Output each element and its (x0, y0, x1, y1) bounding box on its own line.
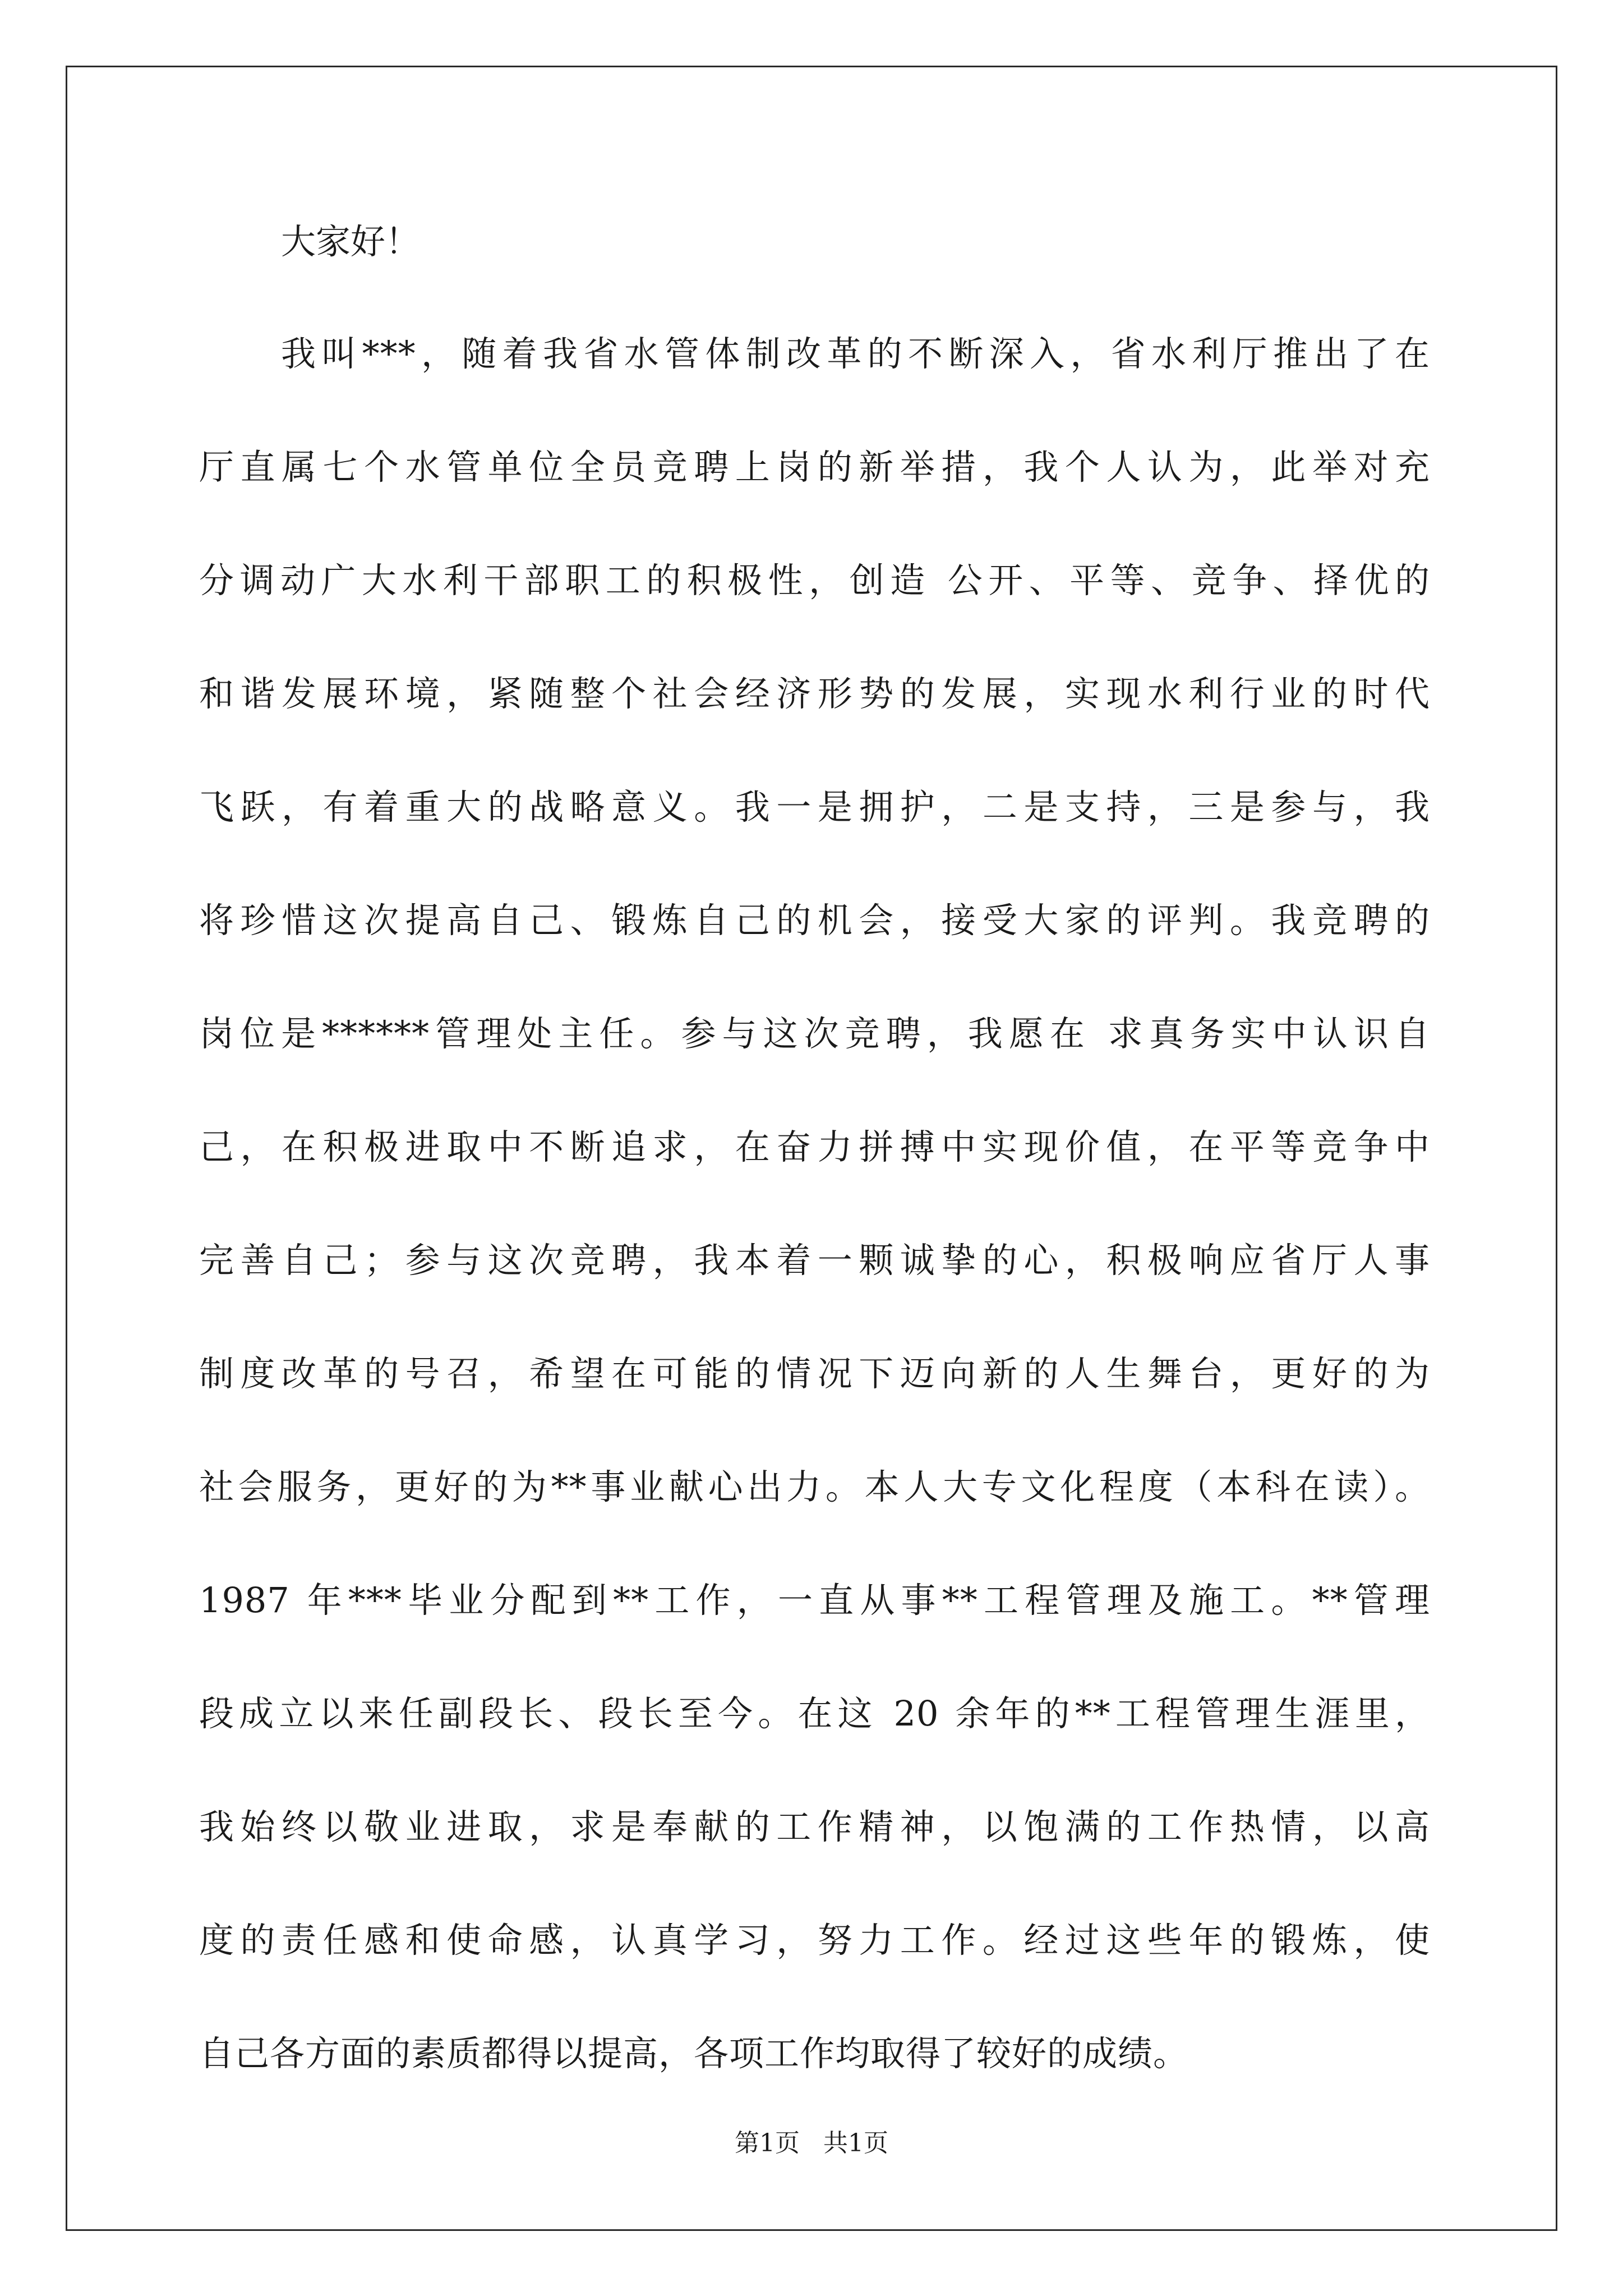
paragraph-line: 我叫***，随着我省水管体制改革的不断深入，省水利厅推出了在 (281, 333, 1430, 374)
paragraph-line: 自己各方面的素质都得以提高，各项工作均取得了较好的成绩。 (199, 2033, 1189, 2074)
paragraph-line: 我始终以敬业进取，求是奉献的工作精神，以饱满的工作热情，以高 (199, 1806, 1430, 1847)
paragraph-line: 制度改革的号召，希望在可能的情况下迈向新的人生舞台，更好的为 (199, 1353, 1430, 1394)
paragraph-line: 己，在积极进取中不断追求，在奋力拼搏中实现价值，在平等竞争中 (199, 1126, 1430, 1167)
paragraph-line: 度的责任感和使命感，认真学习，努力工作。经过这些年的锻炼，使 (199, 1920, 1430, 1961)
document-body (199, 222, 1433, 2147)
paragraph-line: 段成立以来任副段长、段长至今。在这 20 余年的**工程管理生涯里， (199, 1693, 1430, 1734)
paragraph-line: 厅直属七个水管单位全员竞聘上岗的新举措，我个人认为，此举对充 (199, 447, 1430, 487)
paragraph-line: 社会服务，更好的为**事业献心出力。本人大专文化程度（本科在读）。 (199, 1466, 1430, 1507)
page-footer: 第1页 共1页 (735, 2129, 888, 2157)
paragraph-line: 1987 年***毕业分配到**工作，一直从事**工程管理及施工。**管理 (199, 1580, 1430, 1621)
paragraph-line: 将珍惜这次提高自己、锻炼自己的机会，接受大家的评判。我竞聘的 (199, 900, 1430, 941)
paragraph-line: 飞跃，有着重大的战略意义。我一是拥护，二是支持，三是参与，我 (199, 786, 1430, 827)
greeting: 大家好！ (281, 221, 421, 262)
paragraph-line: 完善自己；参与这次竞聘，我本着一颗诚挚的心，积极响应省厅人事 (199, 1240, 1430, 1281)
paragraph-line: 岗位是******管理处主任。参与这次竞聘，我愿在 求真务实中认识自 (199, 1013, 1430, 1054)
paragraph-line: 分调动广大水利干部职工的积极性，创造 公开、平等、竞争、择优的 (199, 560, 1430, 601)
paragraph-line: 和谐发展环境，紧随整个社会经济形势的发展，实现水利行业的时代 (199, 673, 1430, 714)
